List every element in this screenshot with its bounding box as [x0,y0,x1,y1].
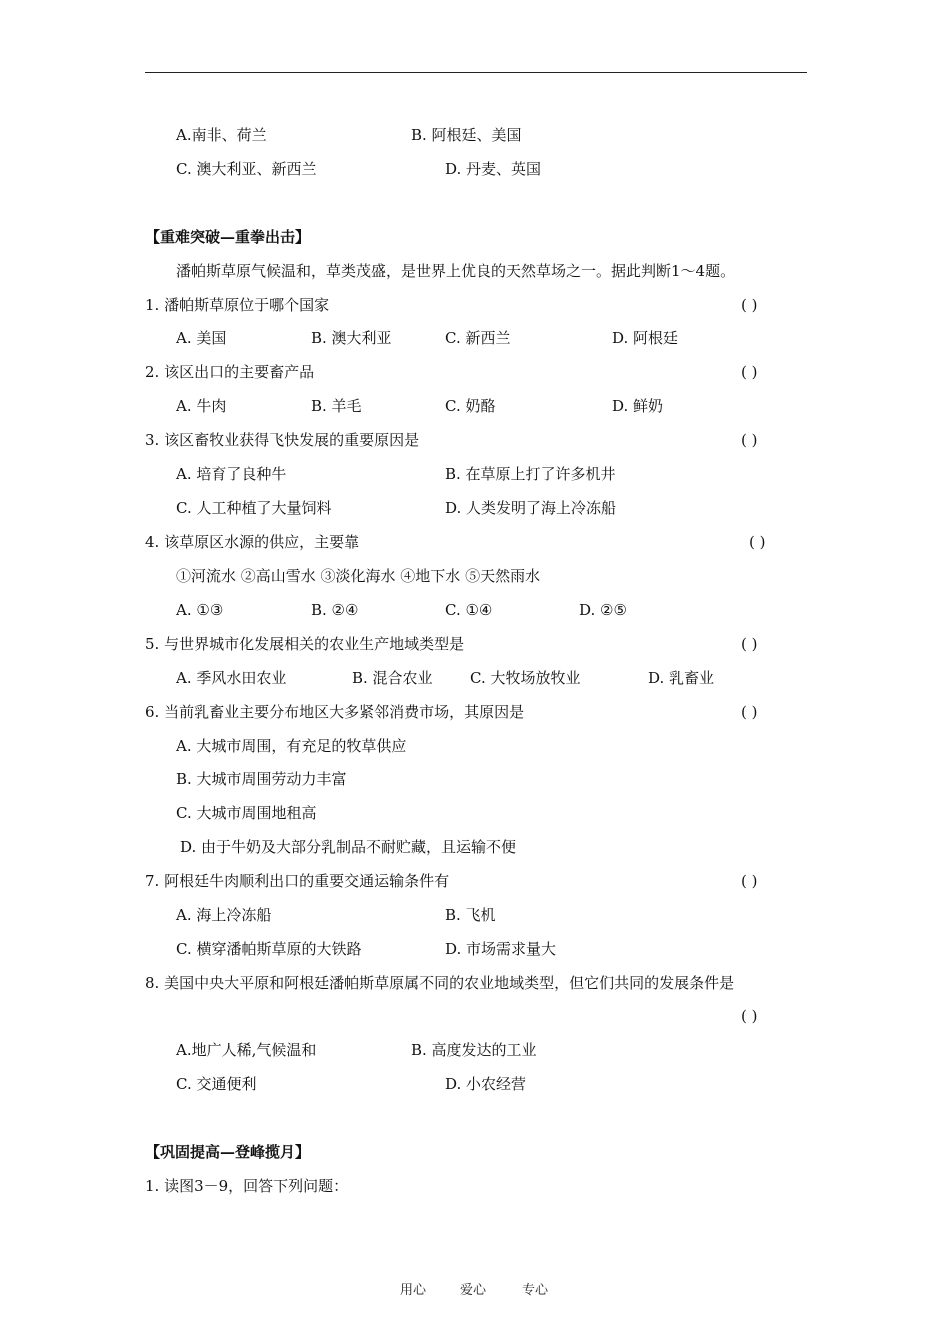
option: C. 大牧场放牧业 [470,669,581,687]
option: B. 混合农业 [352,669,433,687]
option: A.地广人稀,气候温和 [176,1041,317,1059]
question-stem: 3. 该区畜牧业获得飞快发展的重要原因是 [145,431,420,449]
option: B. 澳大利亚 [311,329,392,347]
question-stem: 4. 该草原区水源的供应，主要靠 [145,533,360,551]
option: D. 乳畜业 [648,669,715,687]
answer-paren: ( ) [749,533,766,551]
footer-word: 爱心 [460,1283,487,1298]
water-source-items: ①河流水 ②高山雪水 ③淡化海水 ④地下水 ⑤天然雨水 [176,567,541,585]
option: B. 高度发达的工业 [411,1041,537,1059]
question-stem: 5. 与世界城市化发展相关的农业生产地域类型是 [145,635,465,653]
option: A. 培育了良种牛 [176,465,287,483]
option: D. 由于牛奶及大部分乳制品不耐贮藏，且运输不便 [180,838,517,856]
question-stem: 8. 美国中央大平原和阿根廷潘帕斯草原属不同的农业地域类型，但它们共同的发展条件是 [145,974,735,992]
question-stem: 6. 当前乳畜业主要分布地区大多紧邻消费市场，其原因是 [145,703,525,721]
prev-option-a: A.南非、荷兰 [176,126,267,144]
option: B. 大城市周围劳动力丰富 [176,770,347,788]
question-stem: 7. 阿根廷牛肉顺利出口的重要交通运输条件有 [145,872,450,890]
option: A. 海上冷冻船 [176,906,272,924]
answer-paren: ( ) [741,363,758,381]
option: C. 交通便利 [176,1075,257,1093]
prev-option-b: B. 阿根廷、美国 [411,126,522,144]
prev-option-d: D. 丹麦、英国 [445,160,542,178]
section-heading-breakthrough: 【重难突破—重拳出击】 [145,228,311,246]
option: C. 奶酪 [445,397,496,415]
question-stem: 1. 潘帕斯草原位于哪个国家 [145,296,330,314]
header-rule [145,72,807,73]
question-stem: 2. 该区出口的主要畜产品 [145,363,315,381]
option: A. 大城市周围，有充足的牧草供应 [176,737,407,755]
option: A. 季风水田农业 [176,669,287,687]
option: C. 大城市周围地租高 [176,804,317,822]
answer-paren: ( ) [741,703,758,721]
option: D. 人类发明了海上冷冻船 [445,499,617,517]
option: A. 美国 [176,329,227,347]
option: D. ②⑤ [579,601,627,619]
option: C. 新西兰 [445,329,511,347]
option: C. 横穿潘帕斯草原的大铁路 [176,940,362,958]
option: A. 牛肉 [176,397,227,415]
option: D. 市场需求量大 [445,940,557,958]
option: B. 飞机 [445,906,496,924]
option: B. 羊毛 [311,397,362,415]
footer-word: 专心 [522,1283,549,1298]
option: D. 鲜奶 [612,397,664,415]
prev-option-c: C. 澳大利亚、新西兰 [176,160,317,178]
option: B. 在草原上打了许多机井 [445,465,616,483]
question-stem: 1. 读图3－9，回答下列问题： [145,1177,349,1195]
answer-paren: ( ) [741,872,758,890]
section-intro: 潘帕斯草原气候温和，草类茂盛，是世界上优良的天然草场之一。据此判断1～4题。 [176,262,736,280]
option: C. 人工种植了大量饲料 [176,499,332,517]
option: D. 阿根廷 [612,329,679,347]
footer-word: 用心 [400,1283,427,1298]
answer-paren: ( ) [741,635,758,653]
option: D. 小农经营 [445,1075,527,1093]
answer-paren: ( ) [741,296,758,314]
option: B. ②④ [311,601,359,619]
answer-paren: ( ) [741,1007,758,1025]
option: A. ①③ [176,601,224,619]
answer-paren: ( ) [741,431,758,449]
section-heading-consolidate: 【巩固提高—登峰揽月】 [145,1143,311,1161]
option: C. ①④ [445,601,493,619]
